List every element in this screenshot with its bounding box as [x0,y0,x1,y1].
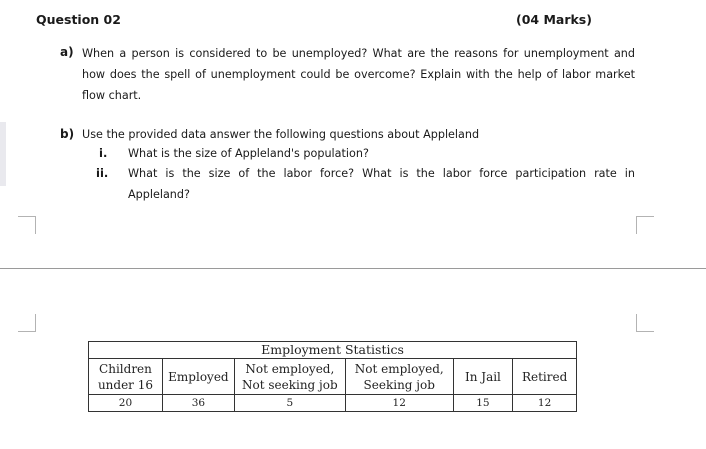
part-a-line-3: flow chart. [82,89,142,102]
header-line: Seeking job [363,377,435,392]
sub-question-i-text: What is the size of Appleland's population? [128,147,369,160]
page-divider [0,268,706,269]
header-in-jail [453,359,513,395]
header-line: Not seeking job [241,377,338,392]
crop-mark-top-right [636,216,654,234]
margin-marker [0,122,6,186]
part-b-label: b) [60,127,75,141]
value-not-employed-seeking: 12 [345,395,453,412]
value-retired: 12 [513,395,577,412]
part-b-intro: Use the provided data answer the following questions about Appleland [82,128,480,141]
sub-question-ii-number: ii. [96,166,109,180]
header-retired [513,359,577,395]
header-line: Employed [168,369,229,384]
header-line: Children [99,361,152,376]
sub-question-ii-line-2: Appleland? [128,188,190,201]
part-a-line-1: When a person is considered to be unemployed? What are the reasons for unemployment and [82,47,635,60]
header-not-employed-seeking [345,359,453,395]
value-children-under-16: 20 [89,395,163,412]
sub-question-i-number: i. [99,146,108,160]
value-not-employed-not-seeking: 5 [234,395,345,412]
header-employed [162,359,234,395]
header-line: Not employed, [354,361,444,376]
header-line: In Jail [464,369,501,384]
value-employed: 36 [162,395,234,412]
part-a-line-2: how does the spell of unemployment could be overcome? Explain with the help of labor market [82,68,635,81]
header-line: under 16 [97,377,153,392]
crop-mark-bottom-right [636,314,654,332]
question-title: Question 02 [36,12,121,27]
part-a-label: a) [60,45,74,59]
header-children-under-16 [89,359,163,395]
question-marks: (04 Marks) [516,12,592,27]
header-line: Not employed, [245,361,335,376]
crop-mark-top-left [18,216,36,234]
employment-statistics-table [88,341,577,412]
table-title: Employment Statistics [89,342,577,359]
sub-question-ii-line-1: What is the size of the labor force? What is the labor force participation rate in [128,167,635,180]
value-in-jail: 15 [453,395,513,412]
crop-mark-bottom-left [18,314,36,332]
header-line: Retired [521,369,568,384]
header-not-employed-not-seeking [234,359,345,395]
